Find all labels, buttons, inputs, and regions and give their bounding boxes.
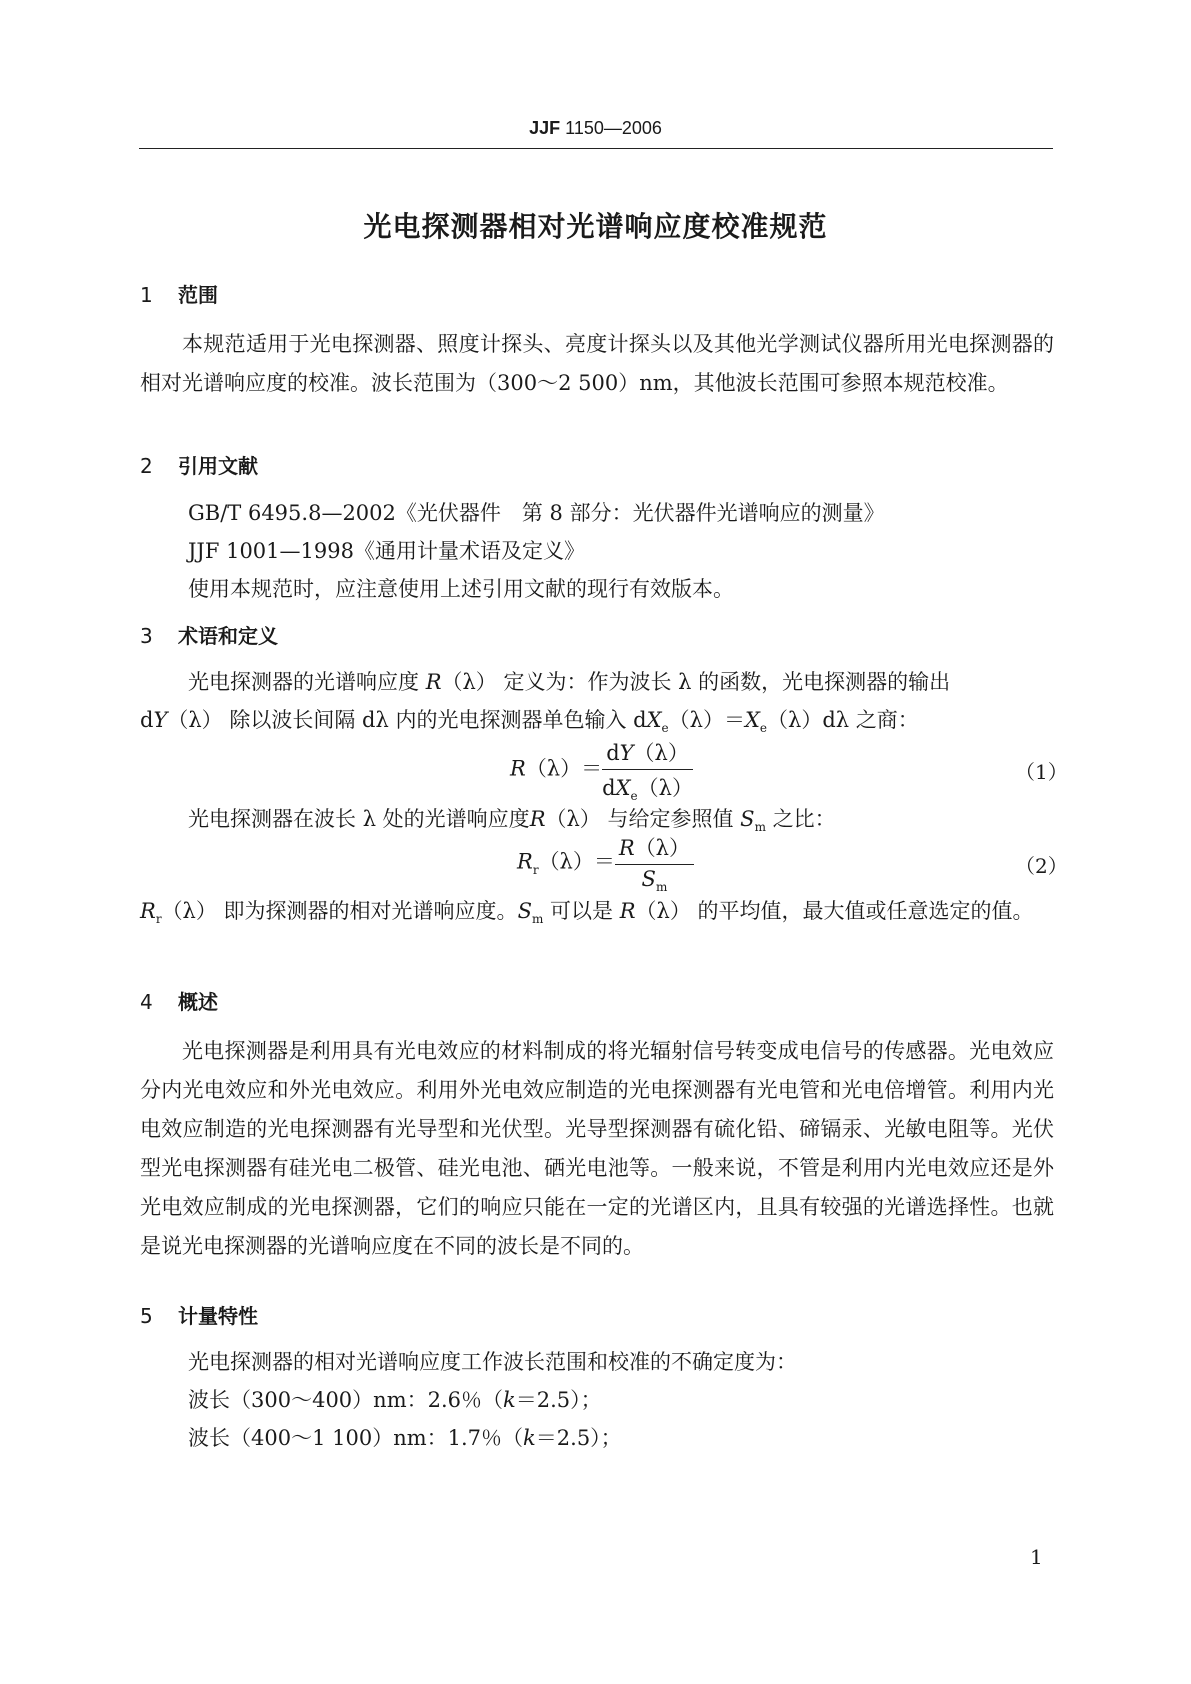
- definition-line-2: dY（λ） 除以波长间隔 dλ 内的光电探测器单色输入 $dX_e(\lambda)=X_e(\lambda)d\lambda$ 之商：: [140, 708, 919, 736]
- metrology-item: [188, 1384, 602, 1414]
- section-heading-5: [140, 1300, 258, 1329]
- text-run: ＝2.5）；: [535, 1426, 622, 1450]
- section-title: 计量特性: [178, 1304, 258, 1328]
- section-number: 1: [140, 283, 153, 307]
- page-number: 1: [1030, 1545, 1043, 1569]
- coverage-factor: k: [523, 1426, 536, 1450]
- text-run: 之比：: [765, 807, 836, 831]
- document-code: [0, 118, 1191, 139]
- section-title: 范围: [178, 283, 218, 307]
- text-run: 处的光谱响应度: [376, 807, 530, 831]
- definition-conclusion: $R_r(\lambda)$ 即为探测器的相对光谱响应度。$S_m$ 可以是 R（λ） 的平均值，最大值或任意选定的值。: [140, 899, 1034, 927]
- equation-number-2: （2）: [1015, 854, 1068, 878]
- metrology-item: [188, 1422, 622, 1452]
- text-run: 的平均值，最大值或任意选定的值。: [690, 899, 1034, 923]
- equation-1: R（λ）＝ $\frac{dY(\lambda)}{dX_e(\lambda)}$: [510, 737, 693, 803]
- section-heading-1: [140, 279, 218, 308]
- code-prefix: JJF: [529, 118, 561, 138]
- equation-2: $R_r(\lambda)=$ $\frac{R(\lambda)}{S_m}$: [517, 832, 694, 894]
- text-run: 内的光电探测器单色输入: [388, 708, 634, 732]
- code-number: 1150—2006: [565, 118, 662, 138]
- text-run: 与给定参照值: [600, 807, 741, 831]
- text-run: 波长（400～1 100）nm：1.7％（: [188, 1426, 524, 1450]
- overview-paragraph: 光电探测器是利用具有光电效应的材料制成的将光辐射信号转变成电信号的传感器。光电效应分内光电效应和外光电效应。利用外光电效应制造的光电探测器有光电管和光电倍增管。利用内光电效应制造的光电探测器有光导型和光伏型。光导型探测器有硫化铅、碲镉汞、光敏电阻等。光伏型光电探测器有硅光电二极管、硅光电池、硒光电池等。一般来说，不管是利用内光电效应还是外光电效应制成的光电探测器，它们的响应只能在一定的光谱区内，且具有较强的光谱选择性。也就是说光电探测器的光谱响应度在不同的波长是不同的。: [140, 1039, 1054, 1258]
- header-rule: [139, 148, 1053, 149]
- text-run: 除以波长间隔: [229, 708, 363, 732]
- text-run: 波长（300～400）nm：2.6％（: [188, 1388, 503, 1412]
- scope-paragraph: 本规范适用于光电探测器、照度计探头、亮度计探头以及其他光学测试仪器所用光电探测器的相对光谱响应度的校准。波长范围为（300～2 500）nm，其他波长范围可参照本规范校准。: [140, 332, 1054, 395]
- text-run: 之商：: [849, 708, 919, 732]
- text-run: 即为探测器的相对光谱响应度。: [216, 899, 518, 923]
- coverage-factor: k: [503, 1388, 516, 1412]
- text-run: 定义为：作为波长: [496, 670, 679, 694]
- reference-item: GB/T 6495.8—2002《光伏器件 第 8 部分：光伏器件光谱响应的测量》: [188, 501, 885, 525]
- reference-note: 使用本规范时，应注意使用上述引用文献的现行有效版本。: [188, 577, 734, 601]
- reference-item: JJF 1001—1998《通用计量术语及定义》: [188, 539, 585, 563]
- equation-number-1: （1）: [1015, 760, 1068, 784]
- section-title: 引用文献: [178, 454, 258, 478]
- metrology-intro: 光电探测器的相对光谱响应度工作波长范围和校准的不确定度为：: [188, 1350, 797, 1374]
- relative-definition-line: 光电探测器在波长 λ 处的光谱响应度R（λ） 与给定参照值 $S_m$ 之比：: [188, 807, 836, 835]
- text-run: 可以是: [543, 899, 620, 923]
- text-run: 光电探测器的光谱响应度: [188, 670, 426, 694]
- definition-line-1: 光电探测器的光谱响应度 R（λ） 定义为：作为波长 λ 的函数，光电探测器的输出: [188, 670, 951, 694]
- text-run: 的函数，光电探测器的输出: [691, 670, 951, 694]
- text-run: 光电探测器在波长: [188, 807, 363, 831]
- text-run: ＝2.5）；: [515, 1388, 602, 1412]
- section-title: 概述: [178, 990, 218, 1014]
- section-number: 3: [140, 624, 153, 648]
- section-heading-4: [140, 986, 218, 1015]
- section-number: 2: [140, 454, 153, 478]
- section-heading-3: [140, 620, 278, 649]
- section-title: 术语和定义: [178, 624, 278, 648]
- document-title: 光电探测器相对光谱响应度校准规范: [363, 210, 828, 243]
- section-number: 5: [140, 1304, 153, 1328]
- section-number: 4: [140, 990, 153, 1014]
- section-heading-2: [140, 450, 258, 479]
